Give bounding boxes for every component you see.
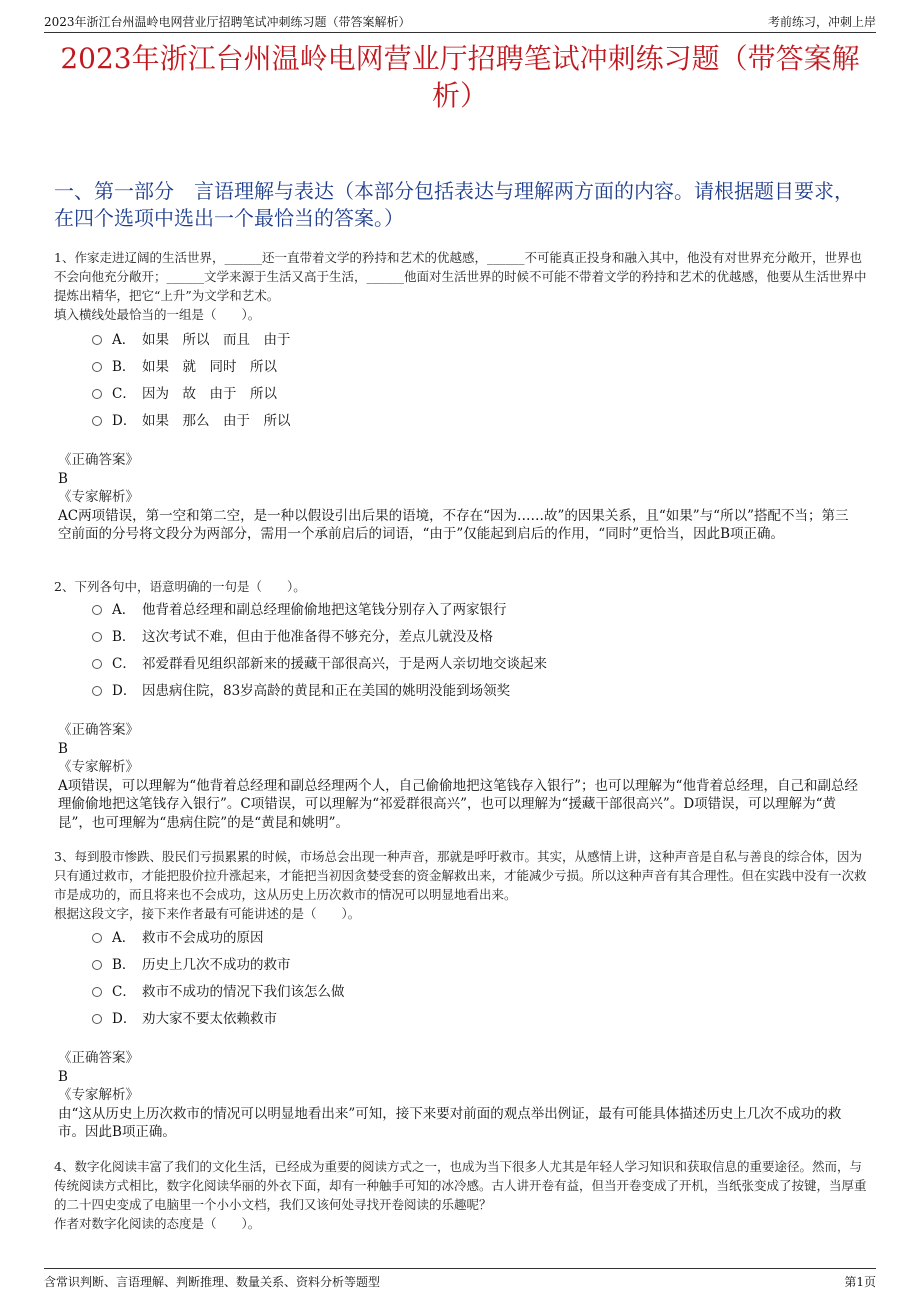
explanation-text: A项错误，可以理解为“他背着总经理和副总经理两个人，自己偷偷地把这笔钱存入银行”；也可以理解为“他背着总经理，自己和副总经理偷偷地把这笔钱存入银行”。C项错误，可以理解为“祁爱群很高兴”，也可以理解为“援藏干部很高兴”。D项错误，可以理解为“黄昆”，也可理解为“患病住院”的是“黄昆和姚明”。 xyxy=(58,777,858,831)
option-d[interactable]: D． 劝大家不要太依赖救市 xyxy=(92,1003,345,1030)
page-number: 第1页 xyxy=(844,1275,876,1289)
question-stem: 4、数字化阅读丰富了我们的文化生活，已经成为重要的阅读方式之一，也成为当下很多人尤其是年轻人学习知识和获取信息的重要途径。然而，与传统阅读方式相比，数字化阅读华丽的外衣下面，却有一种触手可知的冰冷感。古人讲开卷有益，但当开卷变成了开机，当纸张变成了按键，当厚重的二十四史变成了电脑里一个小小文档，我们又该何处寻找开卷阅读的乐趣呢？ xyxy=(54,1159,867,1212)
option-b[interactable]: B． 这次考试不难，但由于他准备得不够充分，差点儿就没及格 xyxy=(92,621,547,648)
question-stem: 3、每到股市惨跌、股民们亏损累累的时候，市场总会出现一种声音，那就是呼吁救市。其实，从感情上讲，这种声音是自私与善良的综合体，因为只有通过救市，才能把股价拉升涨起来，才能把当初因贪婪受套的资金解救出来，才能减少亏损。所以这种声音有其合理性。但在实践中没有一次救市是成功的，而且将来也不会成功，这从历史上历次救市的情况可以明显地看出来。 xyxy=(54,849,867,902)
footer-topics: 含常识判断、言语理解、判断推理、数量关系、资料分析等题型 xyxy=(44,1275,381,1289)
radio-icon[interactable] xyxy=(92,659,102,669)
radio-icon[interactable] xyxy=(92,416,102,426)
answer-label: 《正确答案》 xyxy=(58,1050,139,1066)
option-b[interactable]: B． 历史上几次不成功的救市 xyxy=(92,949,345,976)
question-stem: 2、下列各句中，语意明确的一句是（ ）。 xyxy=(54,579,306,594)
question-prompt: 根据这段文字，接下来作者最有可能讲述的是（ ）。 xyxy=(54,906,361,921)
option-c[interactable]: C． 救市不成功的情况下我们该怎么做 xyxy=(92,976,345,1003)
answer-label: 《正确答案》 xyxy=(58,452,139,468)
question-prompt: 填入横线处最恰当的一组是（ ）。 xyxy=(54,307,261,322)
answer-label: 《正确答案》 xyxy=(58,722,139,738)
radio-icon[interactable] xyxy=(92,335,102,345)
explanation-label: 《专家解析》 xyxy=(58,1087,139,1103)
explanation-label: 《专家解析》 xyxy=(58,759,139,775)
radio-icon[interactable] xyxy=(92,1014,102,1024)
radio-icon[interactable] xyxy=(92,632,102,642)
option-b[interactable]: B． 如果 就 同时 所以 xyxy=(92,351,291,378)
document-title: 2023年浙江台州温岭电网营业厅招聘笔试冲刺练习题（带答案解析） xyxy=(60,42,860,112)
question-3-answer-block xyxy=(58,1049,858,1142)
question-2-options xyxy=(92,594,547,702)
option-a[interactable]: A． 如果 所以 而且 由于 xyxy=(92,324,291,351)
option-d[interactable]: D． 因患病住院，83岁高龄的黄昆和正在美国的姚明没能到场领奖 xyxy=(92,675,547,702)
option-c[interactable]: C． 因为 故 由于 所以 xyxy=(92,378,291,405)
option-d[interactable]: D． 如果 那么 由于 所以 xyxy=(92,405,291,432)
section-title: 一、第一部分 言语理解与表达（本部分包括表达与理解两方面的内容。请根据题目要求，在四个选项中选出一个最恰当的答案。） xyxy=(54,179,854,230)
question-1-options xyxy=(92,324,291,432)
radio-icon[interactable] xyxy=(92,605,102,615)
explanation-text: 由“这从历史上历次救市的情况可以明显地看出来”可知，接下来要对前面的观点举出例证，最有可能具体描述历史上几次不成功的救市。因此B项正确。 xyxy=(58,1105,842,1140)
option-c[interactable]: C． 祁爱群看见组织部新来的援藏干部很高兴，于是两人亲切地交谈起来 xyxy=(92,648,547,675)
option-a[interactable]: A． 救市不会成功的原因 xyxy=(92,922,345,949)
explanation-label: 《专家解析》 xyxy=(58,489,139,505)
question-stem: 1、作家走进辽阔的生活世界，______还一直带着文学的矜持和艺术的优越感，______不可能真正投身和融入其中，他没有对世界充分敞开，世界也不会向他充分敞开；______文学来源于生活又高于生活，______他面对生活世界的时候不可能不带着文学的矜持和艺术的优越感，他要从生活世界中提炼出精华，把它“上升”为文学和艺术。 xyxy=(54,250,867,303)
correct-answer: B xyxy=(58,740,68,757)
question-prompt: 作者对数字化阅读的态度是（ ）。 xyxy=(54,1216,261,1231)
question-3-options xyxy=(92,922,345,1030)
radio-icon[interactable] xyxy=(92,362,102,372)
explanation-text: AC两项错误，第一空和第二空，是一种以假设引出后果的语境，不存在“因为……故”的因果关系，且“如果”与“所以”搭配不当；第三空前面的分号将文段分为两部分，需用一个承前启后的词语，“由于”仅能起到启后的作用，“同时”更恰当，因此B项正确。 xyxy=(58,507,849,542)
option-a[interactable]: A． 他背着总经理和副总经理偷偷地把这笔钱分别存入了两家银行 xyxy=(92,594,547,621)
radio-icon[interactable] xyxy=(92,933,102,943)
page-footer xyxy=(44,1268,876,1291)
question-1-answer-block xyxy=(58,451,858,544)
page-header xyxy=(44,10,876,33)
header-slogan: 考前练习，冲刺上岸 xyxy=(767,15,876,29)
question-1 xyxy=(54,248,872,324)
header-doc-title: 2023年浙江台州温岭电网营业厅招聘笔试冲刺练习题（带答案解析） xyxy=(44,15,411,29)
radio-icon[interactable] xyxy=(92,987,102,997)
correct-answer: B xyxy=(58,470,68,487)
radio-icon[interactable] xyxy=(92,389,102,399)
question-4 xyxy=(54,1157,872,1233)
question-2-answer-block xyxy=(58,721,858,832)
radio-icon[interactable] xyxy=(92,960,102,970)
correct-answer: B xyxy=(58,1068,68,1085)
radio-icon[interactable] xyxy=(92,686,102,696)
question-3 xyxy=(54,847,872,923)
